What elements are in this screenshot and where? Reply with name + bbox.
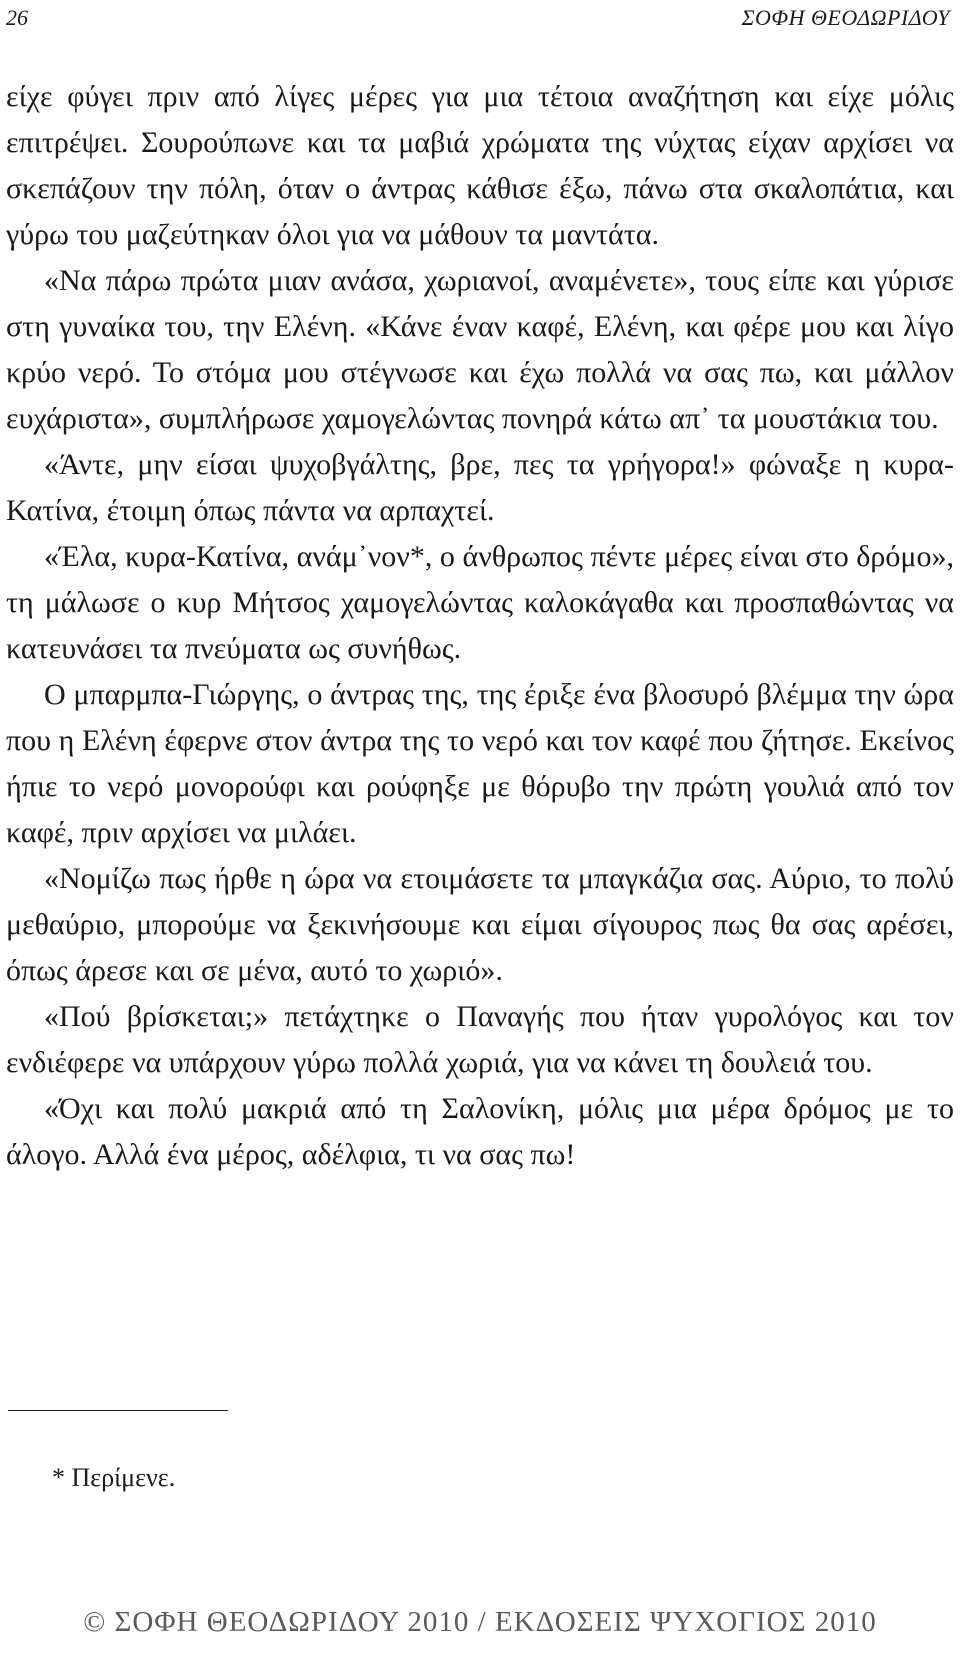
paragraph: «Νομίζω πως ήρθε η ώρα να ετοιμάσετε τα μπαγκάζια σας. Αύριο, το πολύ μεθαύριο, μπορούμε να ξεκινήσουμε και είμαι σίγουρος πως θα σας αρέσει, όπως άρεσε και σε μένα, αυτό το χωριό». — [6, 862, 954, 987]
paragraph: Ο μπαρμπα-Γιώργης, ο άντρας της, της έριξε ένα βλοσυρό βλέμμα την ώρα που η Ελένη έφερνε στον άντρα της το νερό και τον καφέ που ζήτησε. Εκείνος ήπιε το νερό μονορούφι και ρούφηξε με θόρυβο την πρώτη γουλιά από τον καφέ, πριν αρχίσει να μιλάει. — [6, 678, 954, 849]
paragraph: είχε φύγει πριν από λίγες μέρες για μια τέτοια αναζήτηση και είχε μόλις επιτρέψει. Σουρούπωνε και τα μαβιά χρώματα της νύχτας είχαν αρχίσει να σκεπάζουν την πόλη, όταν ο άντρας κάθισε έξω, πάνω στα σκαλοπάτια, και γύρω του μαζεύτηκαν όλοι για να μάθουν τα μαντάτα. — [6, 80, 954, 251]
footnote: * Περίμενε. — [52, 1463, 176, 1492]
copyright-notice: © ΣΟΦΗ ΘΕΟΔΩΡΙΔΟΥ 2010 / ΕΚΔΟΣΕΙΣ ΨΥΧΟΓΙΟΣ 2010 — [83, 1606, 877, 1638]
paragraph: «Να πάρω πρώτα μιαν ανάσα, χωριανοί, αναμένετε», τους είπε και γύρισε στη γυναίκα του, την Ελένη. «Κάνε έναν καφέ, Ελένη, και φέρε μου και λίγο κρύο νερό. Το στόμα μου στέγνωσε και έχω πολλά να σας πω, και μάλλον ευχάριστα», συμπλήρωσε χαμογελώντας πονηρά κάτω απ᾽ τα μουστάκια του. — [6, 264, 954, 435]
paragraph: «Έλα, κυρα-Κατίνα, ανάμ᾽νον*, ο άνθρωπος πέντε μέρες είναι στο δρόμο», τη μάλωσε ο κυρ Μήτσος χαμογελώντας καλοκάγαθα και προσπαθώντας να κατευνάσει τα πνεύματα ως συνήθως. — [6, 540, 954, 665]
body-text — [6, 74, 954, 1178]
paragraph: «Άντε, μην είσαι ψυχοβγάλτης, βρε, πες τα γρήγορα!» φώναξε η κυρα-Κατίνα, έτοιμη όπως πάντα να αρπαχτεί. — [6, 448, 954, 527]
paragraph: «Όχι και πολύ μακριά από τη Σαλονίκη, μόλις μια μέρα δρόμος με το άλογο. Αλλά ένα μέρος, αδέλφια, τι να σας πω! — [6, 1092, 954, 1171]
author-header: ΣΟΦΗ ΘΕΟΔΩΡΙΔΟΥ — [741, 5, 950, 30]
paragraph: «Πού βρίσκεται;» πετάχτηκε ο Παναγής που ήταν γυρολόγος και τον ενδιέφερε να υπάρχουν γύρω πολλά χωριά, για να κάνει τη δουλειά του. — [6, 1000, 954, 1079]
footnote-divider — [8, 1410, 228, 1411]
page-number: 26 — [6, 5, 28, 30]
running-head — [6, 4, 954, 32]
